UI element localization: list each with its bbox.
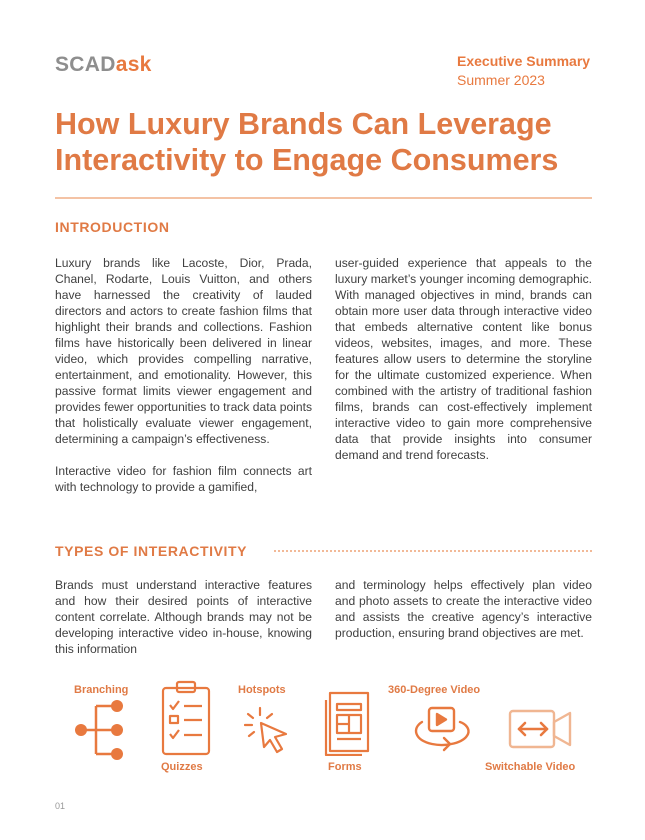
form-document-icon [322, 690, 372, 756]
clipboard-checklist-icon [160, 679, 212, 757]
branching-label: Branching [74, 684, 129, 696]
cursor-click-icon [244, 706, 294, 754]
page-title: How Luxury Brands Can Leverage Interactivity to Engage Consumers [55, 107, 559, 177]
switch-camera-icon [507, 706, 573, 752]
intro-paragraph-2-right: user-guided experience that appeals to the luxury market’s younger incoming demographic. With managed objectives in mind, brands can obtain more user data through interactive video that embeds alternative content like bonus videos, websites, images, and more. These features allow users to determine the storyline for the ultimate customized experience. When combined with the artistry of traditional fashion films, brands can cost-effectively implement interactive video to gain more comprehensive data that provide insights into consumer demand and trend forecasts. [335, 256, 592, 462]
doc-type: Executive Summary [457, 53, 591, 69]
360-video-label: 360-Degree Video [388, 684, 481, 696]
branching-icon [72, 700, 132, 762]
scadask-logo [55, 53, 152, 77]
doc-meta [457, 52, 607, 90]
title-divider [55, 197, 592, 199]
types-left-column: Brands must understand interactive features and how their desired points of interactive content correlate. Although brands may not be developing interactive video in-house, knowing this information [55, 578, 312, 656]
hotspots-label: Hotspots [238, 684, 286, 696]
types-heading: TYPES OF INTERACTIVITY [55, 543, 248, 559]
page-number: 01 [55, 801, 66, 811]
forms-label: Forms [328, 761, 362, 773]
logo-ask: ask [115, 53, 152, 76]
introduction-heading: INTRODUCTION [55, 219, 170, 235]
video-360-icon [408, 702, 476, 754]
types-right-column: and terminology helps effectively plan video and photo assets to create the interactive video and assists the creative agency’s interactive production, ensuring brand objectives are met. [335, 578, 592, 640]
logo-scad: SCAD [55, 53, 116, 76]
switchable-video-label: Switchable Video [485, 761, 576, 773]
quizzes-label: Quizzes [161, 761, 203, 773]
intro-paragraph-2-left: Interactive video for fashion film connects art with technology to provide a gamified, [55, 464, 312, 494]
intro-right-column [335, 255, 592, 463]
intro-paragraph-1: Luxury brands like Lacoste, Dior, Prada, Chanel, Rodarte, Louis Vuitton, and others have harnessed the creativity of lauded directors and actors to create fashion films that highlight their brands and collections. Fashion films have historically been delivered in linear video, which provides compelling narrative, entertainment, and emotionality. However, this passive format limits viewer engagement and provides fewer opportunities to track data points that holistically evaluate viewer engagement, determining a campaign’s effectiveness. [55, 256, 312, 446]
doc-date: Summer 2023 [457, 72, 545, 88]
intro-left-column [55, 255, 312, 495]
types-heading-dotted-rule [274, 550, 592, 552]
